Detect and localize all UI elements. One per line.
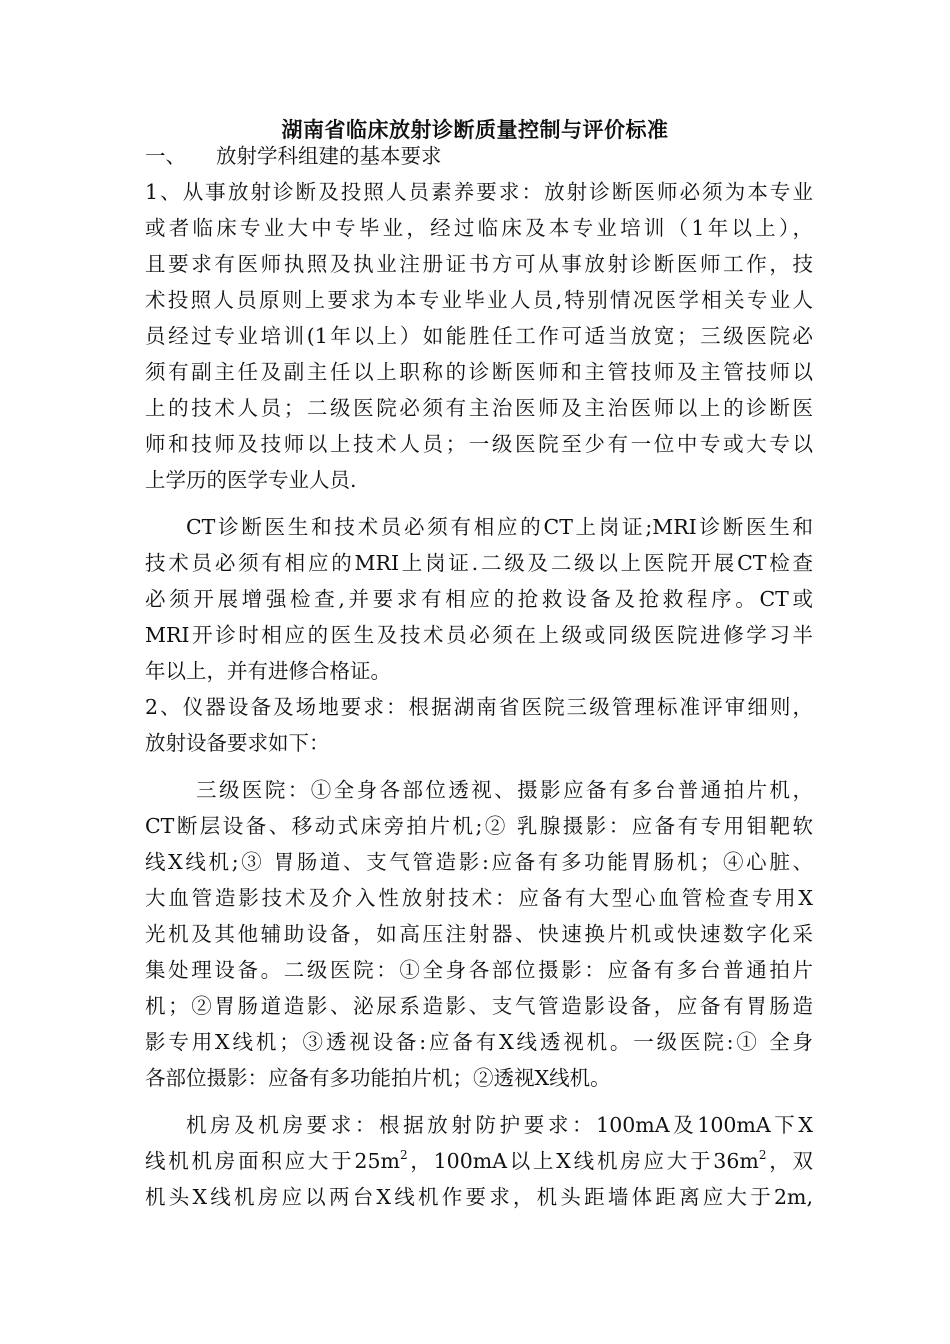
paragraph-line: 各部位摄影：应备有多功能拍片机；②透视X线机。 <box>145 1066 611 1090</box>
paragraph-line: 光机及其他辅助设备，如高压注射器、快速换片机或快速数字化采 <box>145 922 813 946</box>
paragraph-line: 大血管造影技术及介入性放射技术：应备有大型心血管检查专用X <box>145 886 813 910</box>
paragraph-line: CT断层设备、移动式床旁拍片机;② 乳腺摄影：应备有专用钼靶软 <box>145 814 813 838</box>
paragraph-line: 机头X线机房应以两台X线机作要求，机头距墙体距离应大于2m, <box>145 1185 813 1209</box>
paragraph-line: 三级医院：①全身各部位透视、摄影应备有多台普通拍片机， <box>196 778 813 802</box>
paragraph-line: 线X线机;③ 胃肠道、支气管造影:应备有多功能胃肠机；④心脏、 <box>145 850 813 874</box>
paragraph-line: 必须开展增强检查,并要求有相应的抢救设备及抢救程序。CT或 <box>145 587 813 611</box>
section-number: 一、 <box>145 144 186 168</box>
text-segment: ，100mA以上X线机房应大于36m <box>407 1149 759 1173</box>
superscript: 2 <box>399 1148 408 1162</box>
text-segment: ，双 <box>766 1149 813 1173</box>
text-segment: 线机机房面积应大于25m <box>145 1149 400 1173</box>
paragraph-line: 1、从事放射诊断及投照人员素养要求：放射诊断医师必须为本专业 <box>145 180 813 204</box>
paragraph-line: 上学历的医学专业人员. <box>145 468 357 492</box>
paragraph-line: 师和技师及技师以上技术人员；一级医院至少有一位中专或大专以 <box>145 432 813 456</box>
paragraph-line: 员经过专业培训(1年以上）如能胜任工作可适当放宽；三级医院必 <box>145 324 813 348</box>
paragraph-line: 须有副主任及副主任以上职称的诊断医师和主管技师及主管技师以 <box>145 360 813 384</box>
paragraph-line: 术投照人员原则上要求为本专业毕业人员,特别情况医学相关专业人 <box>145 288 813 312</box>
section-heading <box>145 142 813 170</box>
paragraph-line: 机房及机房要求：根据放射防护要求：100mA及100mA下X <box>186 1113 813 1137</box>
paragraph-line: 集处理设备。二级医院：①全身各部位摄影：应备有多台普通拍片 <box>145 958 813 982</box>
superscript: 2 <box>758 1148 767 1162</box>
paragraph-line: 影专用X线机；③透视设备:应备有X线透视机。一级医院:① 全身 <box>145 1030 813 1054</box>
paragraph-line: 且要求有医师执照及执业注册证书方可从事放射诊断医师工作，技 <box>145 252 813 276</box>
paragraph-line: 机；②胃肠道造影、泌尿系造影、支气管造影设备，应备有胃肠造 <box>145 994 813 1018</box>
paragraph-line: 技术员必须有相应的MRI上岗证.二级及二级以上医院开展CT检查 <box>145 551 813 575</box>
section-heading-text: 放射学科组建的基本要求 <box>216 144 442 168</box>
paragraph-line: 上的技术人员；二级医院必须有主治医师及主治医师以上的诊断医 <box>145 396 813 420</box>
paragraph-line: CT诊断医生和技术员必须有相应的CT上岗证;MRI诊断医生和 <box>186 515 813 539</box>
paragraph-line: 年以上，并有进修合格证。 <box>145 659 391 683</box>
paragraph-line: 2、仪器设备及场地要求：根据湖南省医院三级管理标准评审细则， <box>145 695 813 719</box>
document-title: 湖南省临床放射诊断质量控制与评价标准 <box>281 118 669 142</box>
paragraph-line: 或者临床专业大中专毕业，经过临床及本专业培训（1年以上）， <box>145 216 813 240</box>
paragraph-line-with-superscripts <box>145 1147 813 1175</box>
paragraph-line: MRI开诊时相应的医生及技术员必须在上级或同级医院进修学习半 <box>145 623 813 647</box>
paragraph-line: 放射设备要求如下： <box>145 731 330 755</box>
